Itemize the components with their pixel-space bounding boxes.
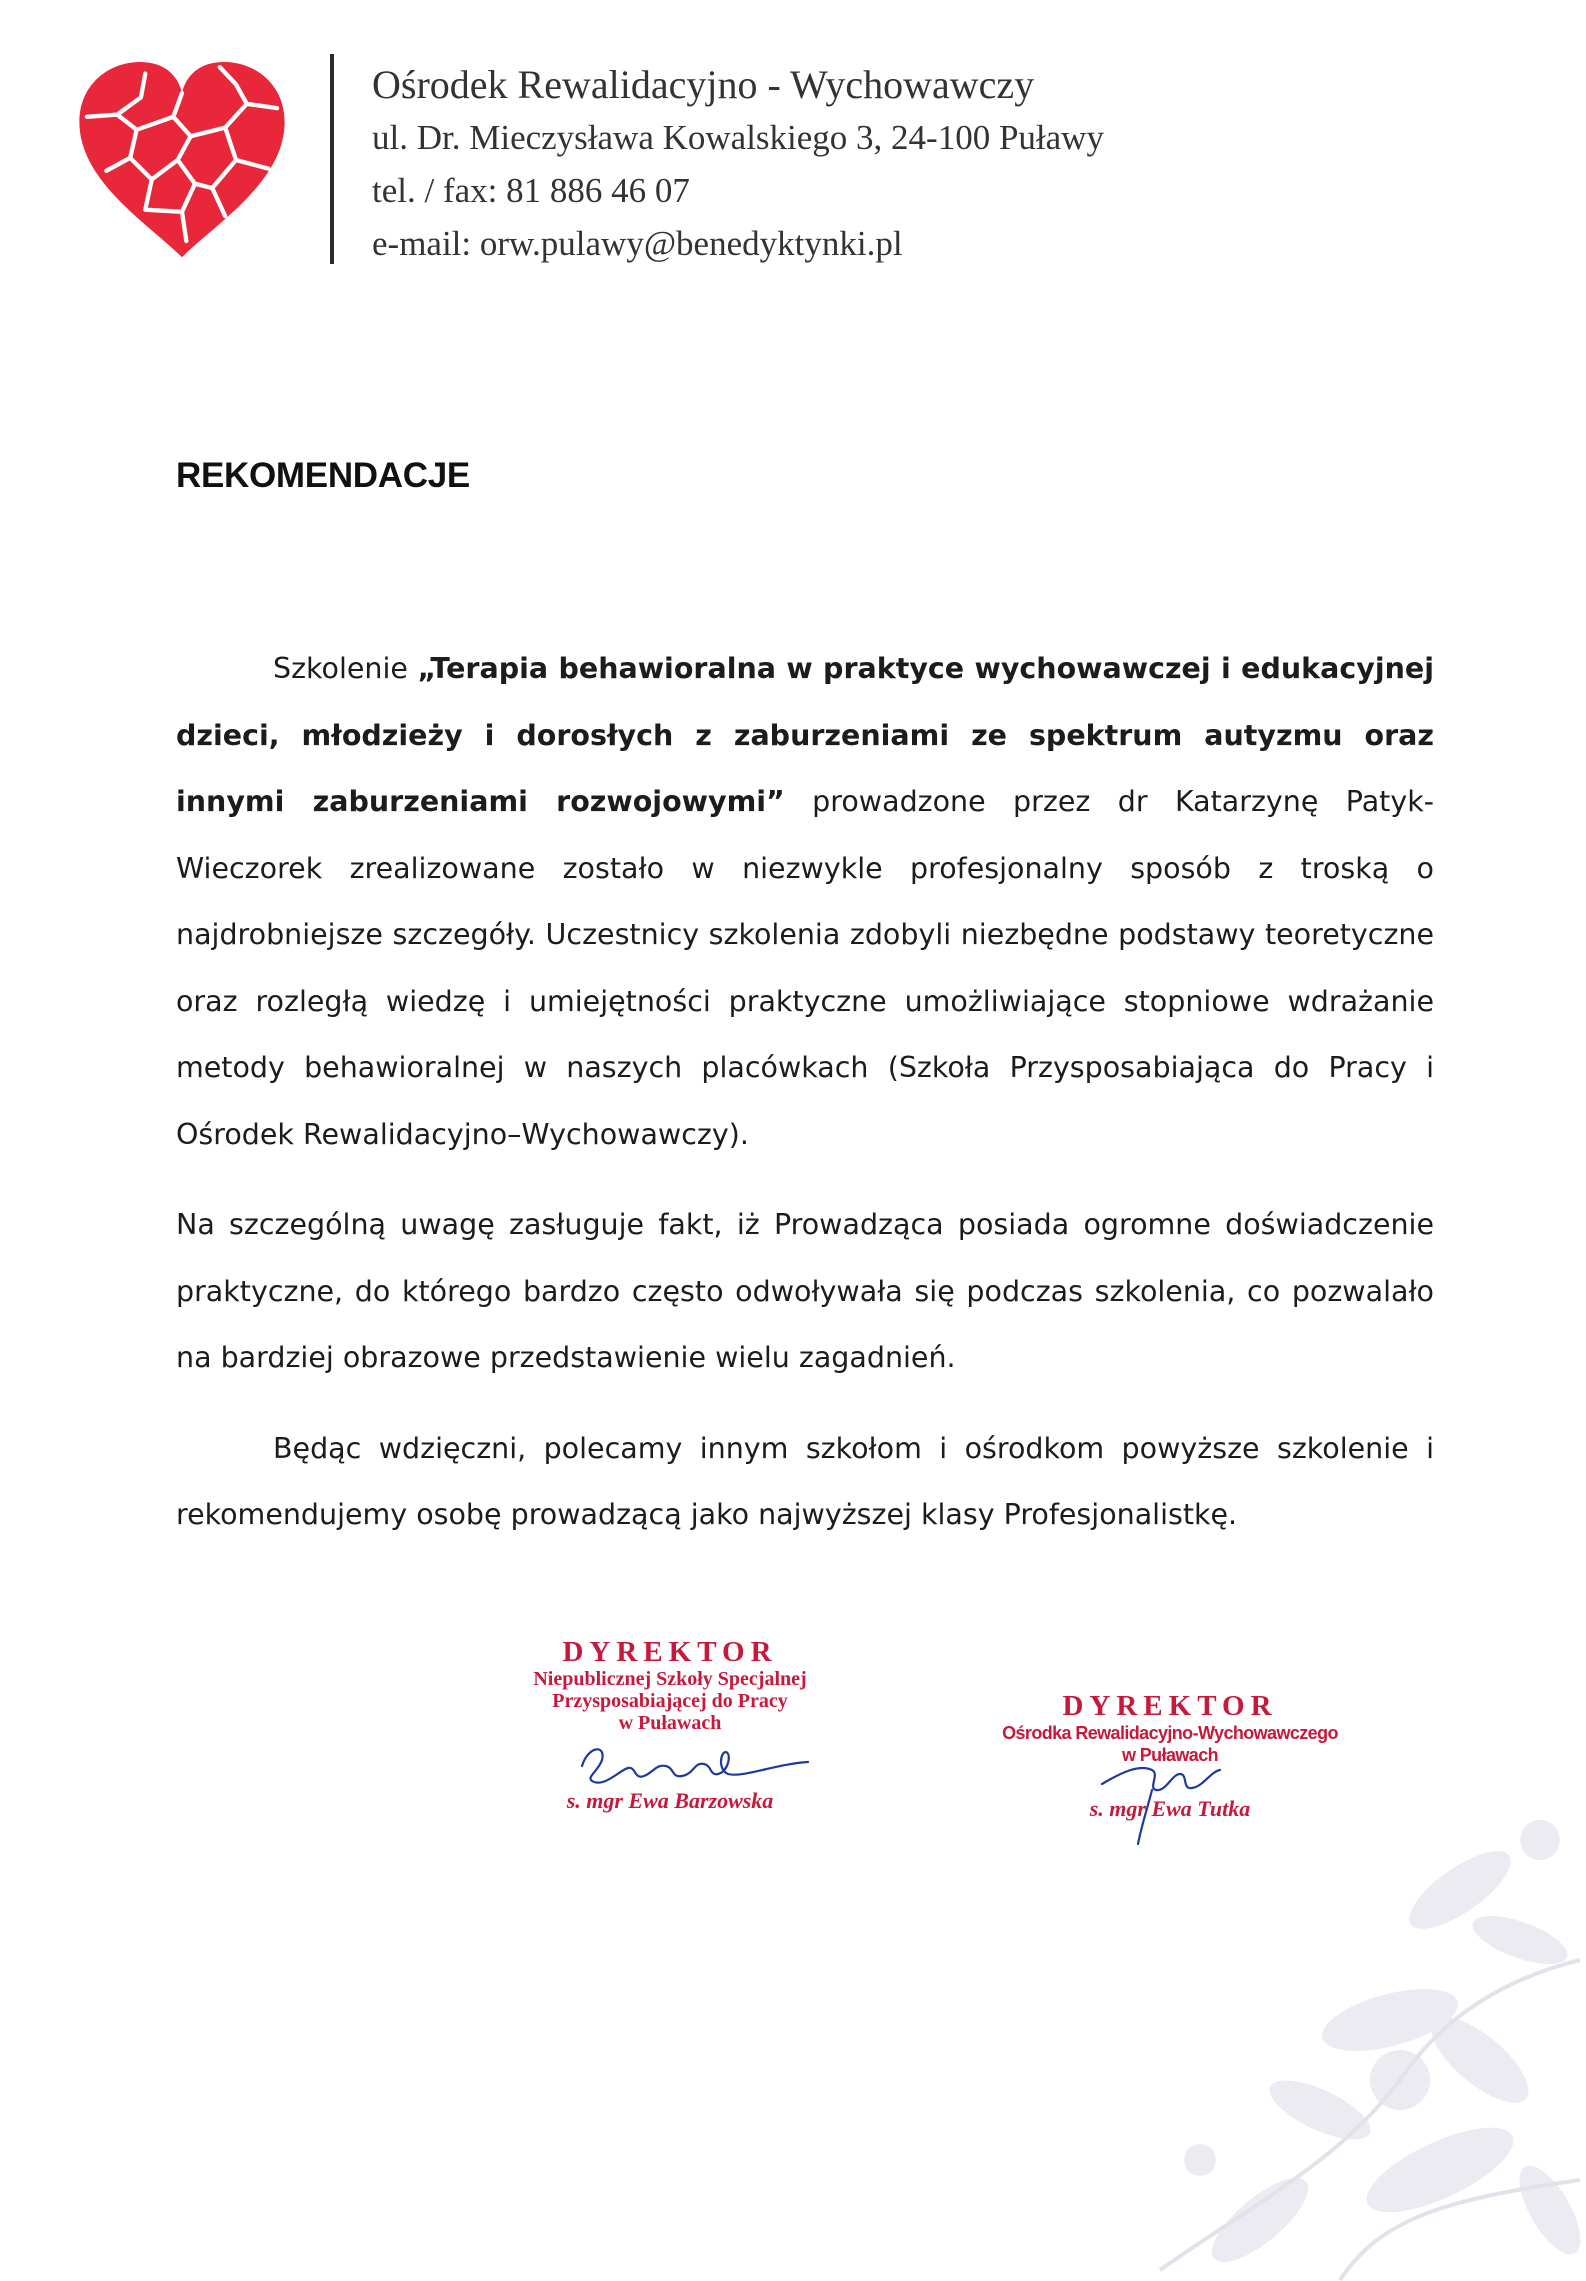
organization-name: Ośrodek Rewalidacyjno - Wychowawczy — [372, 62, 1035, 107]
stamp-right-line2: w Puławach — [1121, 1745, 1219, 1765]
stamp-right-line1: Ośrodka Rewalidacyjno-Wychowawczego — [1002, 1723, 1338, 1743]
floral-watermark-icon — [1140, 1780, 1586, 2281]
document-title: REKOMENDACJE — [176, 456, 470, 495]
heart-logo-icon — [74, 52, 290, 268]
stamp-left-name: s. mgr Ewa Barzowska — [566, 1788, 774, 1813]
organization-header — [372, 58, 1104, 270]
paragraph-3: Będąc wdzięczni, polecamy innym szkołom i ośrodkom powyższe szkolenie i rekomendujemy osobę prowadzącą jako najwyższej klasy Profesjonalistkę. — [176, 1431, 1434, 1531]
training-title: „Terapia behawioralna w praktyce wychowawczej i edukacyjnej dzieci, młodzieży i dorosłych z zaburzeniami ze spektrum autyzmu oraz innymi zaburzeniami rozwojowymi” — [176, 652, 1434, 818]
document-body — [176, 636, 1434, 1573]
stamp-right-name: s. mgr Ewa Tutka — [1089, 1796, 1251, 1821]
paragraph-1 — [176, 636, 1434, 1168]
organization-email: e-mail: orw.pulawy@benedyktynki.pl — [372, 224, 903, 263]
stamp-left-line3: w Puławach — [618, 1712, 722, 1734]
stamp-left-title: DYREKTOR — [562, 1636, 778, 1668]
paragraph-1-rest: prowadzone przez dr Katarzynę Patyk-Wieczorek zrealizowane zostało w niezwykle profesjonalny sposób z troską o najdrobniejsze szczegóły. Uczestnicy szkolenia zdobyli niezbędne podstawy teoretyczne oraz rozległą wiedzę i umiejętności praktyczne umożliwiające stopniowe wdrażanie metody behawioralnej w naszych placówkach (Szkoła Przysposabiająca do Pracy i Ośrodek Rewalidacyjno–Wychowawczy). — [176, 785, 1434, 1151]
paragraph-1-lead: Szkolenie — [273, 652, 418, 685]
stamp-left-line1: Niepublicznej Szkoły Specjalnej — [533, 1668, 807, 1690]
stamp-right-title: DYREKTOR — [1062, 1690, 1278, 1722]
stamp-left-line2: Przysposabiającej do Pracy — [552, 1690, 788, 1712]
header-divider — [330, 54, 334, 264]
organization-phone: tel. / fax: 81 886 46 07 — [372, 171, 690, 210]
signature-left-icon — [576, 1726, 816, 1796]
organization-address: ul. Dr. Mieczysława Kowalskiego 3, 24-100 Puławy — [372, 118, 1104, 157]
paragraph-2: Na szczególną uwagę zasługuje fakt, iż Prowadząca posiada ogromne doświadczenie praktyczne, do którego bardzo często odwoływała się podczas szkolenia, co pozwalało na bardziej obrazowe przedstawienie wielu zagadnień. — [176, 1208, 1434, 1374]
